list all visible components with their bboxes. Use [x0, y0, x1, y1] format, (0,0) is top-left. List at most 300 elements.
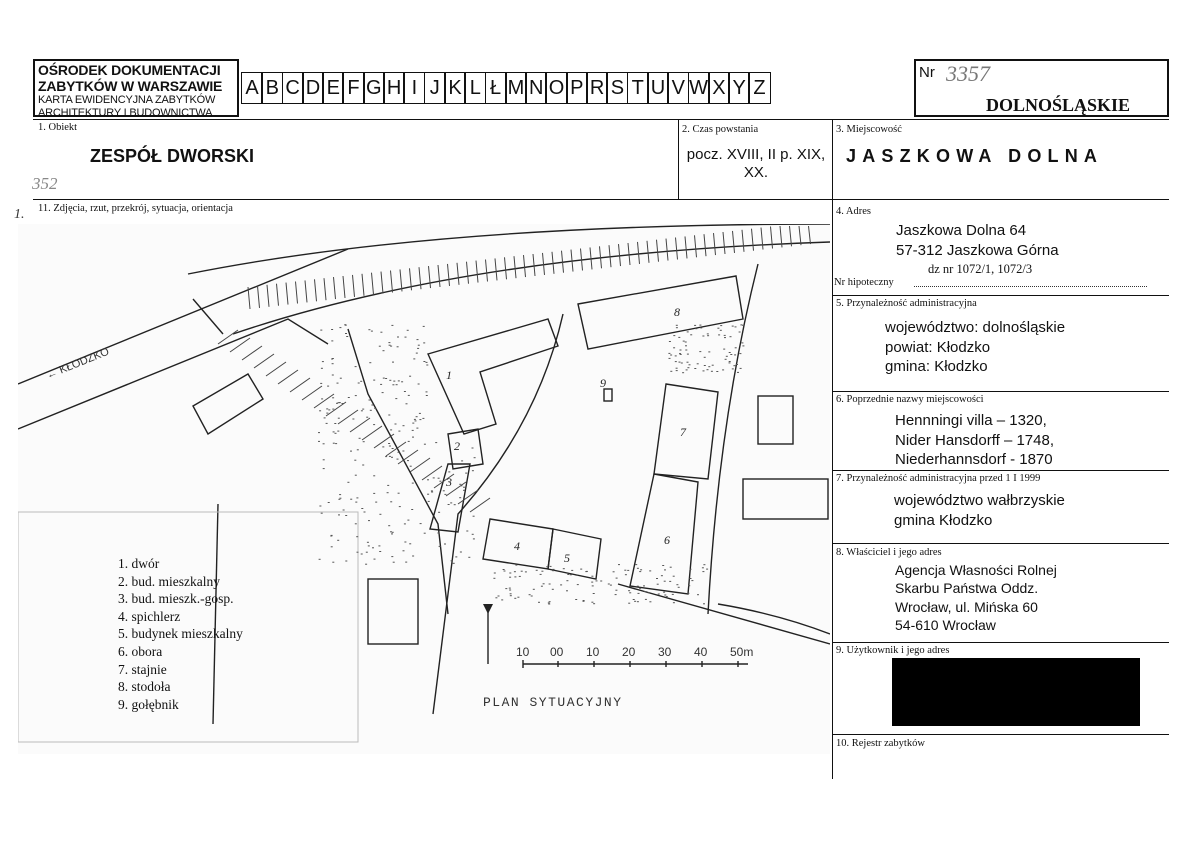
speckle-dot: [423, 342, 425, 343]
speckle-dot: [398, 452, 400, 453]
speckle-dot: [529, 594, 531, 595]
speckle-dot: [373, 493, 375, 494]
wlasciciel-line-2: Skarbu Państwa Oddz.: [895, 580, 1039, 597]
speckle-dot: [356, 497, 358, 498]
speckle-dot: [644, 591, 646, 592]
speckle-dot: [679, 362, 681, 363]
speckle-dot: [404, 391, 406, 392]
speckle-dot: [711, 371, 713, 372]
speckle-dot: [337, 540, 339, 541]
speckle-dot: [676, 584, 678, 585]
speckle-dot: [326, 413, 328, 414]
rule-5: [832, 391, 1169, 392]
speckle-dot: [416, 428, 418, 429]
speckle-dot: [418, 345, 420, 346]
speckle-dot: [368, 545, 370, 546]
institution-line-1: OŚRODEK DOKUMENTACJI: [38, 62, 221, 78]
speckle-dot: [702, 571, 704, 572]
speckle-dot: [428, 501, 430, 502]
speckle-dot: [409, 543, 411, 544]
speckle-dot: [700, 327, 702, 328]
institution-box: [33, 59, 239, 117]
letter-cell: D: [302, 72, 324, 104]
nr-label: Nr: [919, 64, 935, 81]
speckle-dot: [628, 603, 630, 604]
speckle-dot: [373, 380, 375, 381]
speckle-dot: [459, 484, 461, 485]
speckle-dot: [648, 592, 650, 593]
speckle-dot: [360, 381, 362, 382]
speckle-dot: [388, 525, 390, 526]
speckle-dot: [328, 502, 330, 503]
speckle-dot: [324, 417, 326, 418]
speckle-dot: [519, 576, 521, 577]
speckle-dot: [593, 603, 595, 604]
speckle-dot: [732, 368, 734, 369]
zdjecia-label: 11. Zdjęcia, rzut, przekrój, sytuacja, orientacja: [38, 203, 233, 214]
speckle-dot: [412, 483, 414, 484]
speckle-dot: [649, 601, 651, 602]
speckle-dot: [640, 569, 642, 570]
speckle-dot: [514, 598, 516, 599]
przynaleznosc-1999-label: 7. Przynależność administracyjna przed 1 I 1999: [836, 473, 1041, 484]
speckle-dot: [638, 593, 640, 594]
speckle-dot: [691, 580, 693, 581]
speckle-dot: [409, 376, 411, 377]
speckle-dot: [618, 564, 620, 565]
speckle-dot: [423, 326, 425, 327]
speckle-dot: [444, 544, 446, 545]
speckle-dot: [505, 588, 507, 589]
speckle-dot: [741, 342, 743, 343]
speckle-dot: [681, 363, 683, 364]
speckle-dot: [639, 571, 641, 572]
speckle-dot: [678, 587, 680, 588]
redaction-block: [892, 658, 1140, 726]
speckle-dot: [404, 523, 406, 524]
speckle-dot: [426, 362, 428, 363]
czas-line-2: XX.: [743, 164, 769, 181]
speckle-dot: [645, 599, 647, 600]
speckle-dot: [348, 397, 350, 398]
building-7-label: 7: [680, 425, 686, 439]
speckle-dot: [448, 504, 450, 505]
speckle-dot: [448, 471, 450, 472]
speckle-dot: [687, 331, 689, 332]
rule-7: [832, 543, 1169, 544]
speckle-dot: [531, 596, 533, 597]
wlasciciel-lines: [895, 561, 1057, 635]
obiekt-value: ZESPÓŁ DWORSKI: [90, 146, 255, 166]
speckle-dot: [689, 364, 691, 365]
speckle-dot: [495, 597, 497, 598]
speckle-dot: [365, 564, 367, 565]
letter-cell: T: [627, 72, 649, 104]
speckle-dot: [383, 350, 385, 351]
speckle-dot: [321, 368, 323, 369]
speckle-dot: [401, 381, 403, 382]
speckle-dot: [330, 536, 332, 537]
divider-right-column: [832, 119, 833, 779]
speckle-dot: [416, 416, 418, 417]
speckle-dot: [438, 478, 440, 479]
speckle-dot: [461, 485, 463, 486]
speckle-dot: [408, 441, 410, 442]
speckle-dot: [676, 368, 678, 369]
speckle-dot: [398, 380, 400, 381]
speckle-dot: [355, 502, 357, 503]
legend-item: 9. gołębnik: [118, 696, 179, 712]
speckle-dot: [697, 594, 699, 595]
speckle-dot: [392, 384, 394, 385]
speckle-dot: [690, 569, 692, 570]
speckle-dot: [331, 340, 333, 341]
speckle-dot: [455, 556, 457, 557]
legend-item: 4. spichlerz: [118, 608, 181, 624]
speckle-dot: [637, 568, 639, 569]
speckle-dot: [501, 599, 503, 600]
speckle-dot: [670, 355, 672, 356]
speckle-dot: [729, 362, 731, 363]
speckle-dot: [685, 350, 687, 351]
speckle-dot: [615, 594, 617, 595]
rule-4: [832, 295, 1169, 296]
speckle-dot: [694, 368, 696, 369]
speckle-dot: [438, 512, 440, 513]
speckle-dot: [397, 459, 399, 460]
speckle-dot: [404, 542, 406, 543]
speckle-dot: [388, 415, 390, 416]
speckle-dot: [399, 506, 401, 507]
plan-legend: [118, 555, 243, 713]
speckle-dot: [426, 395, 428, 396]
speckle-dot: [419, 413, 421, 414]
speckle-dot: [514, 571, 516, 572]
speckle-dot: [637, 586, 639, 587]
speckle-dot: [332, 363, 334, 364]
speckle-dot: [707, 335, 709, 336]
miejscowosc-label: 3. Miejscowość: [836, 124, 902, 135]
speckle-dot: [418, 384, 420, 385]
speckle-dot: [426, 365, 428, 366]
speckle-dot: [563, 568, 565, 569]
letter-cell: W: [688, 72, 710, 104]
speckle-dot: [690, 334, 692, 335]
speckle-dot: [552, 570, 554, 571]
speckle-dot: [560, 584, 562, 585]
speckle-dot: [328, 409, 330, 410]
speckle-dot: [538, 602, 540, 603]
speckle-dot: [319, 506, 321, 507]
speckle-dot: [439, 481, 441, 482]
speckle-dot: [722, 369, 724, 370]
speckle-dot: [510, 593, 512, 594]
speckle-dot: [703, 603, 705, 604]
speckle-dot: [742, 345, 744, 346]
speckle-dot: [550, 566, 552, 567]
speckle-dot: [337, 383, 339, 384]
speckle-dot: [382, 446, 384, 447]
speckle-dot: [669, 341, 671, 342]
speckle-dot: [412, 430, 414, 431]
nr-handwritten: 3357: [946, 61, 990, 86]
speckle-dot: [323, 468, 325, 469]
speckle-dot: [687, 593, 689, 594]
speckle-dot: [423, 361, 425, 362]
speckle-dot: [410, 466, 412, 467]
speckle-dot: [339, 494, 341, 495]
speckle-dot: [740, 368, 742, 369]
speckle-dot: [392, 532, 394, 533]
przynaleznosc-lines: [885, 318, 1065, 377]
speckle-dot: [493, 578, 495, 579]
legend-item: 7. stajnie: [118, 661, 167, 677]
speckle-dot: [370, 410, 372, 411]
speckle-dot: [332, 375, 334, 376]
speckle-dot: [320, 383, 322, 384]
speckle-dot: [337, 431, 339, 432]
region-name: DOLNOŚLĄSKIE: [986, 95, 1131, 115]
speckle-dot: [368, 329, 370, 330]
speckle-dot: [396, 384, 398, 385]
poprzednie-lines: [895, 411, 1054, 470]
speckle-dot: [318, 441, 320, 442]
uzytkownik-label: 9. Użytkownik i jego adres: [836, 645, 950, 656]
speckle-dot: [536, 570, 538, 571]
speckle-dot: [327, 386, 329, 387]
speckle-dot: [472, 448, 474, 449]
speckle-dot: [695, 328, 697, 329]
speckle-dot: [510, 595, 512, 596]
speckle-dot: [567, 574, 569, 575]
speckle-dot: [403, 550, 405, 551]
letter-cell: V: [667, 72, 689, 104]
letter-cell: Y: [728, 72, 750, 104]
speckle-dot: [585, 571, 587, 572]
speckle-dot: [338, 499, 340, 500]
letter-cell: M: [505, 72, 527, 104]
speckle-dot: [382, 392, 384, 393]
speckle-dot: [395, 424, 397, 425]
speckle-dot: [509, 577, 511, 578]
speckle-dot: [643, 585, 645, 586]
speckle-dot: [682, 372, 684, 373]
speckle-dot: [361, 410, 363, 411]
speckle-dot: [369, 400, 371, 401]
speckle-dot: [504, 571, 506, 572]
card-type-line-2: ARCHITEKTURY I BUDOWNICTWA: [38, 106, 213, 119]
speckle-dot: [473, 538, 475, 539]
speckle-dot: [521, 571, 523, 572]
speckle-dot: [656, 578, 658, 579]
speckle-dot: [378, 545, 380, 546]
speckle-dot: [566, 590, 568, 591]
speckle-dot: [331, 329, 333, 330]
adres-label: 4. Adres: [836, 206, 871, 217]
number-box: [914, 59, 1169, 117]
speckle-dot: [331, 546, 333, 547]
speckle-dot: [362, 409, 364, 410]
legend-item: 1. dwór: [118, 556, 160, 571]
speckle-dot: [366, 417, 368, 418]
przynaleznosc-line-1: województwo: dolnośląskie: [885, 319, 1066, 336]
speckle-dot: [593, 593, 595, 594]
przynaleznosc-1999-line-1: województwo wałbrzyskie: [894, 492, 1065, 509]
speckle-dot: [669, 358, 671, 359]
speckle-dot: [729, 361, 731, 362]
speckle-dot: [375, 502, 377, 503]
scale-label-3: 20: [622, 645, 636, 659]
speckle-dot: [635, 564, 637, 565]
speckle-dot: [355, 366, 357, 367]
speckle-dot: [390, 429, 392, 430]
speckle-dot: [419, 419, 421, 420]
speckle-dot: [742, 325, 744, 326]
speckle-dot: [664, 595, 666, 596]
speckle-dot: [397, 337, 399, 338]
speckle-dot: [336, 403, 338, 404]
speckle-dot: [444, 494, 446, 495]
speckle-dot: [639, 588, 641, 589]
speckle-dot: [390, 501, 392, 502]
letter-cell: N: [525, 72, 547, 104]
speckle-dot: [509, 588, 511, 589]
speckle-dot: [339, 498, 341, 499]
speckle-dot: [675, 355, 677, 356]
speckle-dot: [730, 336, 732, 337]
speckle-dot: [439, 546, 441, 547]
speckle-dot: [326, 408, 328, 409]
letter-cell: P: [566, 72, 588, 104]
speckle-dot: [451, 560, 453, 561]
speckle-dot: [389, 446, 391, 447]
letter-cell: Z: [748, 72, 770, 104]
speckle-dot: [474, 457, 476, 458]
speckle-dot: [403, 425, 405, 426]
speckle-dot: [350, 499, 352, 500]
speckle-dot: [673, 602, 675, 603]
speckle-dot: [358, 383, 360, 384]
letter-cell: F: [342, 72, 364, 104]
speckle-dot: [411, 509, 413, 510]
adres-line-2: 57-312 Jaszkowa Górna: [896, 241, 1059, 259]
speckle-dot: [514, 576, 516, 577]
building-6-label: 6: [664, 533, 670, 547]
speckle-dot: [416, 353, 418, 354]
speckle-dot: [628, 590, 630, 591]
adres-lines: [896, 221, 1059, 260]
speckle-dot: [570, 574, 572, 575]
speckle-dot: [338, 514, 340, 515]
speckle-dot: [391, 325, 393, 326]
speckle-dot: [726, 356, 728, 357]
speckle-dot: [658, 594, 660, 595]
speckle-dot: [737, 372, 739, 373]
speckle-dot: [704, 365, 706, 366]
speckle-dot: [694, 325, 696, 326]
speckle-dot: [732, 326, 734, 327]
speckle-dot: [669, 581, 671, 582]
speckle-dot: [664, 581, 666, 582]
speckle-dot: [591, 582, 593, 583]
letter-cell: O: [545, 72, 567, 104]
speckle-dot: [553, 569, 555, 570]
speckle-dot: [540, 574, 542, 575]
speckle-dot: [718, 334, 720, 335]
miejscowosc-value: JASZKOWA DOLNA: [846, 146, 1104, 166]
speckle-dot: [525, 571, 527, 572]
speckle-dot: [427, 494, 429, 495]
speckle-dot: [362, 465, 364, 466]
speckle-dot: [580, 569, 582, 570]
speckle-dot: [663, 592, 665, 593]
speckle-dot: [661, 575, 663, 576]
speckle-dot: [680, 350, 682, 351]
wlasciciel-label: 8. Właściciel i jego adres: [836, 547, 942, 558]
speckle-dot: [427, 479, 429, 480]
building-3-label: 3: [446, 475, 452, 489]
speckle-dot: [417, 339, 419, 340]
speckle-dot: [616, 578, 618, 579]
speckle-dot: [670, 371, 672, 372]
speckle-dot: [359, 438, 361, 439]
speckle-dot: [326, 423, 328, 424]
speckle-dot: [680, 354, 682, 355]
speckle-dot: [575, 599, 577, 600]
speckle-dot: [383, 378, 385, 379]
rule-top: [33, 119, 1169, 120]
speckle-dot: [390, 346, 392, 347]
speckle-dot: [397, 346, 399, 347]
plan-title: PLAN SYTUACYJNY: [483, 695, 623, 710]
speckle-dot: [385, 456, 387, 457]
speckle-dot: [717, 328, 719, 329]
przynaleznosc-1999-line-2: gmina Kłodzko: [894, 511, 993, 529]
letter-cell: J: [424, 72, 446, 104]
speckle-dot: [454, 504, 456, 505]
speckle-dot: [735, 326, 737, 327]
speckle-dot: [708, 366, 710, 367]
letter-cell: I: [403, 72, 425, 104]
letter-index: [241, 72, 769, 117]
speckle-dot: [355, 395, 357, 396]
wlasciciel-line-1: Agencja Własności Rolnej: [895, 562, 1057, 578]
speckle-dot: [704, 357, 706, 358]
poprzednie-label: 6. Poprzednie nazwy miejscowości: [836, 394, 984, 405]
speckle-dot: [498, 596, 500, 597]
speckle-dot: [350, 451, 352, 452]
speckle-dot: [424, 533, 426, 534]
speckle-dot: [687, 354, 689, 355]
speckle-dot: [332, 562, 334, 563]
speckle-dot: [627, 570, 629, 571]
speckle-dot: [739, 353, 741, 354]
scale-label-2: 10: [586, 645, 600, 659]
speckle-dot: [576, 575, 578, 576]
speckle-dot: [339, 402, 341, 403]
speckle-dot: [699, 325, 701, 326]
speckle-dot: [733, 365, 735, 366]
speckle-dot: [685, 345, 687, 346]
speckle-dot: [668, 353, 670, 354]
speckle-dot: [610, 585, 612, 586]
speckle-dot: [335, 433, 337, 434]
speckle-dot: [724, 337, 726, 338]
letter-cell: G: [363, 72, 385, 104]
speckle-dot: [548, 604, 550, 605]
letter-cell: A: [241, 72, 263, 104]
poprzednie-line-2: Nider Hansdorff – 1748,: [895, 431, 1054, 449]
